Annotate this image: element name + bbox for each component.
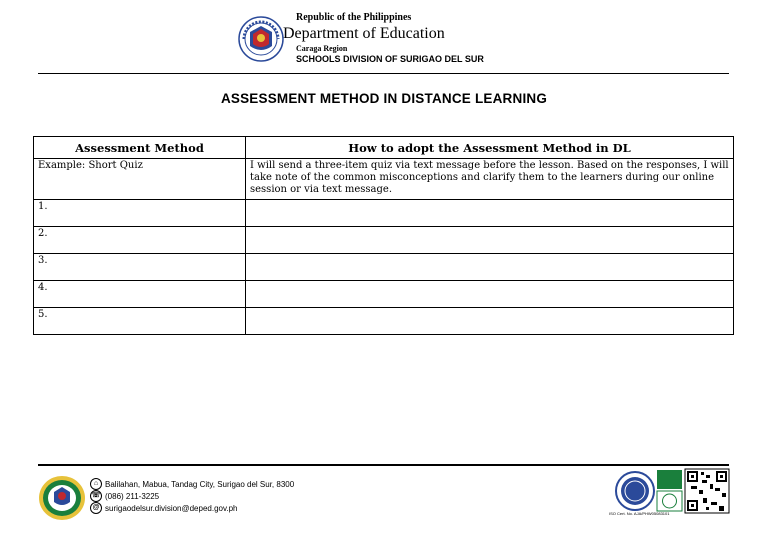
row-number-cell: 3.	[34, 254, 246, 281]
header-region: Caraga Region	[296, 44, 348, 53]
assessment-table	[33, 136, 734, 335]
column-header-adoption: How to adopt the Assessment Method in DL	[246, 137, 734, 159]
qr-code-icon	[685, 469, 729, 513]
ias-accreditation-logo	[657, 470, 682, 511]
footer-address-text: Balilahan, Mabua, Tandag City, Surigao del Sur, 8300	[105, 479, 295, 489]
email-icon: @	[90, 502, 102, 514]
iso-certificate-number: ISO Cert. No. AJA/PHW05083101	[609, 511, 670, 516]
header-division: SCHOOLS DIVISION OF SURIGAO DEL SUR	[296, 54, 484, 64]
footer-email	[90, 502, 238, 514]
row-adoption-cell[interactable]	[246, 227, 734, 254]
phone-icon: ☏	[90, 490, 102, 502]
row-adoption-cell[interactable]	[246, 254, 734, 281]
table-row	[34, 254, 734, 281]
deped-seal-logo	[238, 16, 284, 62]
table-row-example	[34, 159, 734, 200]
table-row	[34, 308, 734, 335]
w3-certification-logo	[616, 472, 654, 510]
footer-email-text: surigaodelsur.division@deped.gov.ph	[105, 503, 238, 513]
column-header-method: Assessment Method	[34, 137, 246, 159]
example-adoption-cell: I will send a three-item quiz via text message before the lesson. Based on the responses, I will take note of the common misconceptions and clarify them to the learners during our online session or via text message.	[246, 159, 734, 200]
row-number-cell: 2.	[34, 227, 246, 254]
row-adoption-cell[interactable]	[246, 308, 734, 335]
table-row	[34, 281, 734, 308]
header-department: Department of Education	[283, 25, 445, 42]
location-pin-icon: ⌂	[90, 478, 102, 490]
row-number-cell: 5.	[34, 308, 246, 335]
example-method-cell: Example: Short Quiz	[34, 159, 246, 200]
header-republic: Republic of the Philippines	[296, 12, 412, 23]
division-seal-logo	[38, 474, 86, 522]
document-title: ASSESSMENT METHOD IN DISTANCE LEARNING	[220, 91, 548, 106]
row-adoption-cell[interactable]	[246, 281, 734, 308]
row-number-cell: 4.	[34, 281, 246, 308]
table-row	[34, 227, 734, 254]
footer-address	[90, 478, 294, 490]
table-header-row	[34, 137, 734, 159]
footer-phone-text: (086) 211-3225	[105, 491, 160, 501]
row-adoption-cell[interactable]	[246, 200, 734, 227]
table-row	[34, 200, 734, 227]
footer-phone	[90, 490, 159, 502]
header-divider	[38, 73, 729, 74]
row-number-cell: 1.	[34, 200, 246, 227]
